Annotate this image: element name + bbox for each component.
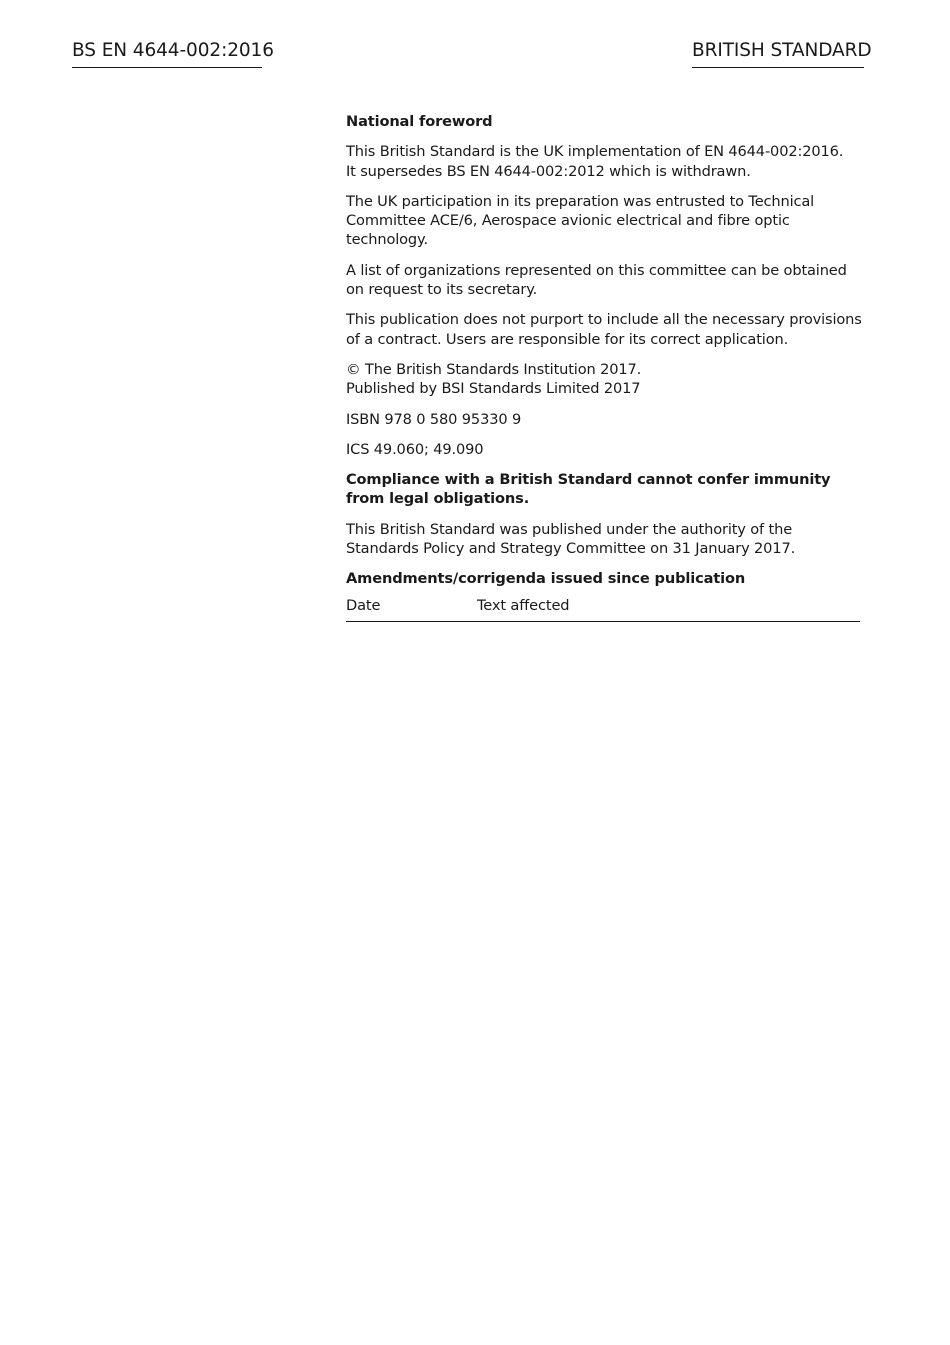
amendments-column-text-affected: Text affected [477,596,570,614]
implementation-line: This British Standard is the UK implementation of EN 4644-002:2016. [346,143,844,161]
foreword-heading: National foreword [346,113,493,130]
ics: ICS 49.060; 49.090 [346,440,484,458]
copyright-block [346,360,862,399]
supersedes-line: It supersedes BS EN 4644-002:2012 which is withdrawn. [346,162,751,180]
foreword-paragraph-contract: This publication does not purport to include all the necessary provisions of a contract. Users are responsible for its correct application. [346,311,862,348]
copyright-line: © The British Standards Institution 2017. [346,360,642,378]
amendments-column-date: Date [346,596,381,614]
foreword-paragraph-committee: The UK participation in its preparation was entrusted to Technical Committee ACE/6, Aerospace avionic electrical and fibre optic technology. [346,192,815,249]
amendments-table [346,596,860,622]
foreword-paragraph-implementation [346,142,862,181]
isbn: ISBN 978 0 580 95330 9 [346,410,522,428]
foreword-paragraph-organizations: A list of organizations represented on this committee can be obtained on request to its secretary. [346,261,847,299]
authority-statement: This British Standard was published under the authority of the Standards Policy and Strategy Committee on 31 January 2017. [346,520,796,558]
header-doc-id: BS EN 4644-002:2016 [72,39,262,68]
compliance-statement: Compliance with a British Standard cannot confer immunity from legal obligations. [346,471,831,508]
publisher-line: Published by BSI Standards Limited 2017 [346,380,641,398]
amendments-heading: Amendments/corrigenda issued since publication [346,570,746,588]
national-foreword [346,112,862,622]
header-label: BRITISH STANDARD [692,39,864,68]
